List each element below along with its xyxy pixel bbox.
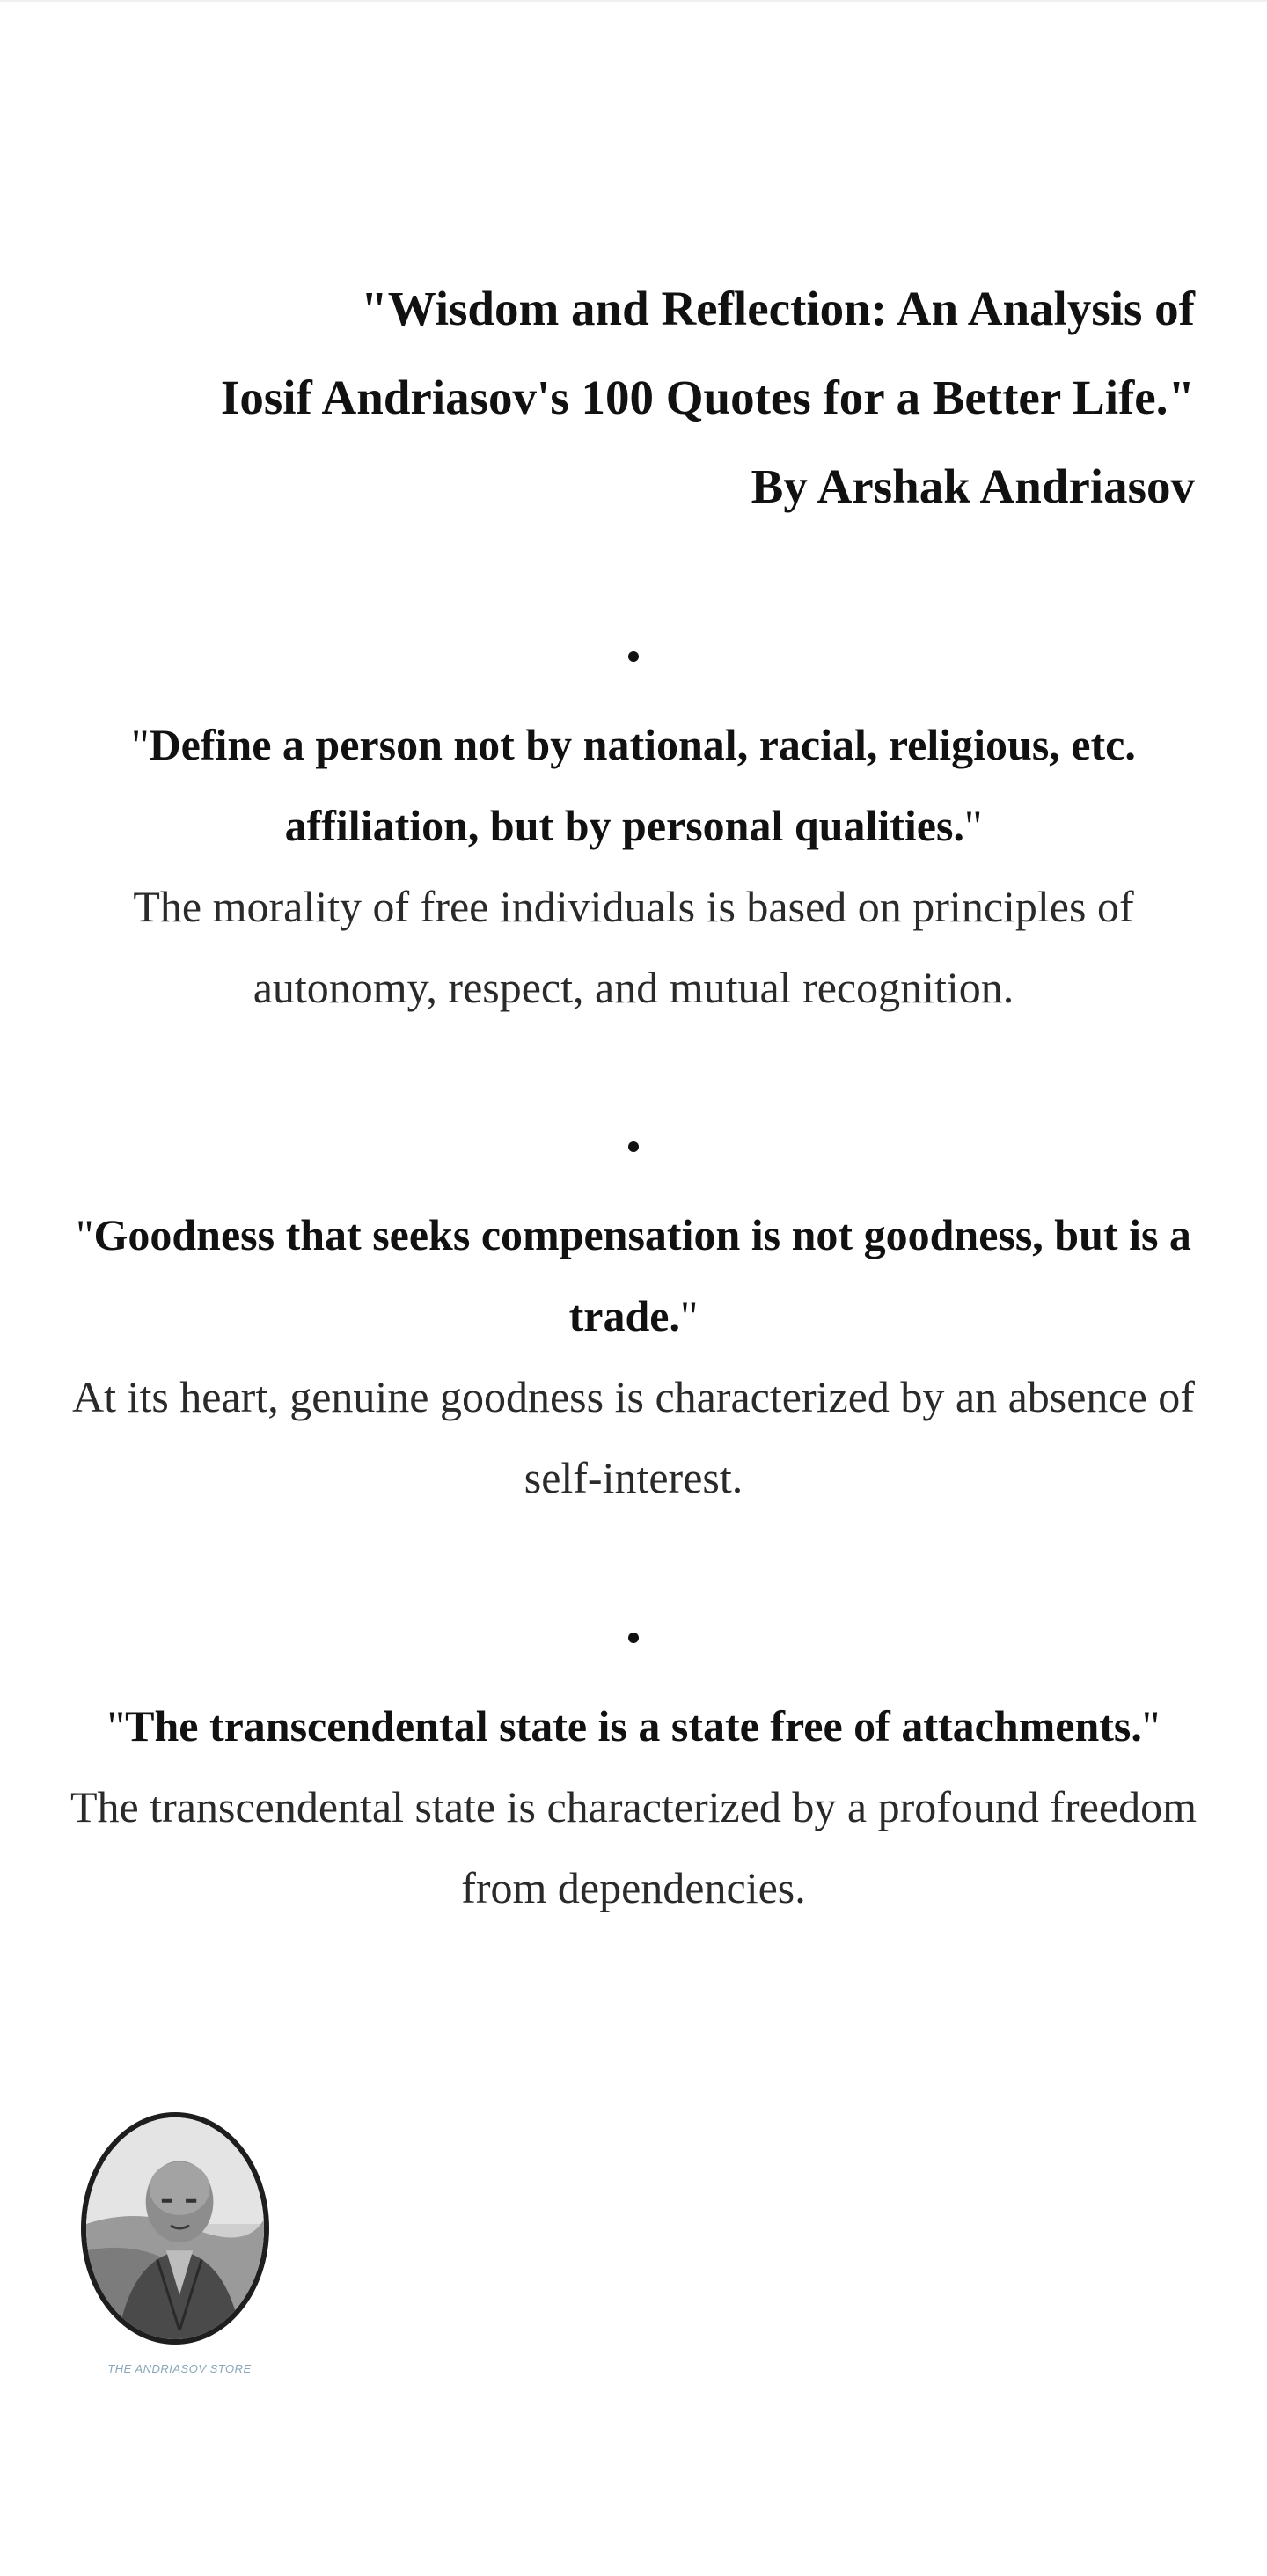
portrait-image [86, 2117, 264, 2339]
close-quote-mark: " [1141, 1701, 1161, 1750]
author-byline: By Arshak Andriasov [751, 459, 1195, 513]
quote-commentary: At its heart, genuine goodness is characterized by an absence of self-interest. [72, 1372, 1195, 1502]
store-logo [77, 2103, 282, 2385]
store-name: THE ANDRIASOV STORE [107, 2362, 252, 2375]
close-quote-mark: " [963, 801, 983, 850]
close-quote-mark: " [679, 1291, 699, 1340]
top-divider [0, 0, 1267, 2]
quote-section-3 [62, 1633, 1205, 1928]
quote-text [62, 1194, 1205, 1356]
title-line-1: "Wisdom and Reflection: An Analysis of [361, 282, 1195, 335]
quote-section-1 [62, 651, 1205, 1028]
quote-section-2 [62, 1141, 1205, 1518]
quote-body: Define a person not by national, racial, religious, etc. affiliation, but by personal qualities. [149, 720, 1136, 850]
open-quote-mark: " [131, 720, 150, 769]
bullet-icon [628, 651, 639, 662]
bullet-icon [628, 1141, 639, 1152]
quote-body: Goodness that seeks compensation is not goodness, but is a trade. [93, 1210, 1191, 1340]
quote-commentary: The morality of free individuals is based on principles of autonomy, respect, and mutual recognition. [133, 882, 1134, 1012]
quote-commentary: The transcendental state is characterized by a profound freedom from dependencies. [70, 1782, 1197, 1912]
bullet-icon [628, 1633, 639, 1643]
author-portrait [81, 2112, 269, 2345]
title-line-2: Iosif Andriasov's 100 Quotes for a Better Life." [220, 371, 1195, 424]
open-quote-mark: " [106, 1701, 126, 1750]
quote-text [62, 704, 1205, 866]
quote-body: The transcendental state is a state free of attachments. [125, 1701, 1142, 1750]
quote-text [62, 1685, 1205, 1766]
page-title [79, 264, 1195, 531]
open-quote-mark: " [76, 1210, 94, 1259]
